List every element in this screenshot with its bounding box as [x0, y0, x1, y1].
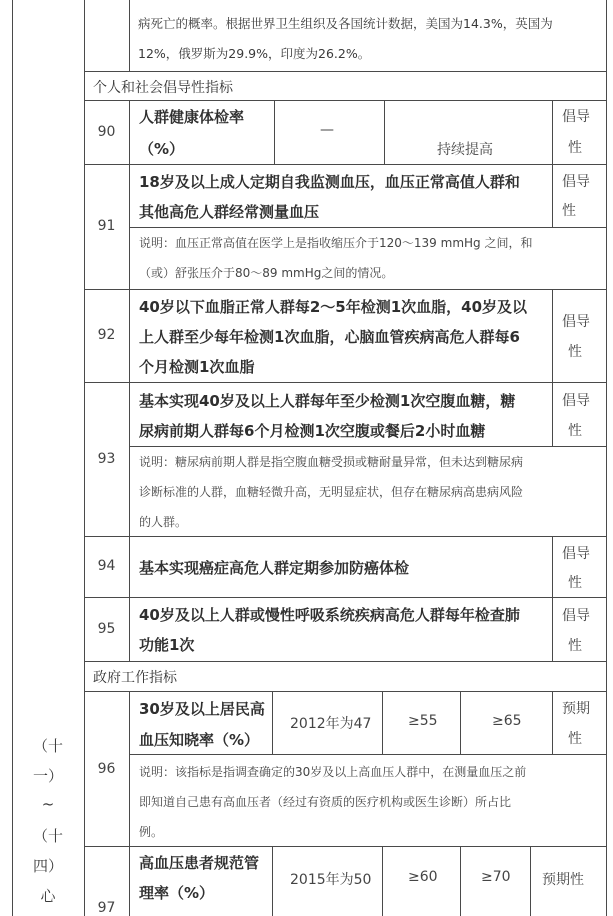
baseline-value: 2012年为47 [290, 716, 372, 732]
section-header-government: 政府工作指标 [93, 670, 177, 686]
num-column-border [129, 0, 130, 71]
target-2022-value: ≥60 [408, 869, 438, 885]
cell-border [382, 846, 383, 916]
table-border-right [606, 0, 607, 916]
row-border [84, 382, 606, 383]
indicator-type: 倡导 [562, 314, 590, 330]
row-border [84, 597, 606, 598]
cell-border [460, 691, 461, 754]
indicator-title: 尿病前期人群每6个月检测1次空腹或餐后2小时血糖 [139, 422, 486, 440]
note-continuation: 12%，俄罗斯为29.9%，印度为26.2%。 [138, 46, 371, 61]
target-value: 持续提高 [437, 142, 493, 158]
side-category-label: （十 [32, 737, 63, 755]
indicator-note: 即知道自己患有高血压者（经过有资质的医疗机构或医生诊断）所占比 [139, 795, 512, 809]
cell-border [552, 536, 553, 597]
indicator-note: 诊断标准的人群，血糖轻微升高，无明显症状，但存在糖尿病高患病风险 [139, 485, 524, 499]
note-continuation: 病死亡的概率。根据世界卫生组织及各国统计数据，美国为14.3%，英国为 [138, 16, 553, 31]
indicator-title: 高血压患者规范管 [139, 854, 260, 872]
side-category-label: 一） [32, 767, 63, 785]
indicator-title: 基本实现癌症高危人群定期参加防癌体检 [139, 559, 410, 577]
side-category-label: ~ [41, 795, 55, 813]
indicator-type: 预期 [562, 701, 590, 717]
indicator-title: 40岁及以上人群或慢性呼吸系统疾病高危人群每年检查肺 [139, 606, 520, 624]
side-category-label: （十 [32, 827, 63, 845]
cell-border [384, 100, 385, 164]
cell-border [460, 846, 461, 916]
section-header-personal: 个人和社会倡导性指标 [93, 80, 233, 96]
row-number: 96 [97, 761, 116, 777]
cell-border [274, 100, 275, 164]
row-number: 94 [97, 558, 116, 574]
indicator-type: 性 [568, 423, 582, 439]
target-2030-value: ≥70 [481, 869, 511, 885]
indicator-type: 性 [568, 140, 582, 156]
row-border [84, 661, 606, 662]
row-border [84, 691, 606, 692]
row-border [84, 846, 606, 847]
row-border [84, 100, 606, 101]
indicator-note: 例。 [139, 825, 164, 839]
num-column-border [129, 691, 130, 916]
cell-border [382, 691, 383, 754]
indicator-type: 倡导 [562, 109, 590, 125]
baseline-value: 2015年为50 [290, 872, 372, 888]
indicator-type: 预期性 [542, 872, 584, 888]
cell-border [530, 846, 531, 916]
indicator-note: 的人群。 [139, 515, 188, 529]
side-category-label: 四） [32, 857, 63, 875]
cell-border [272, 691, 273, 754]
cell-border [552, 382, 553, 446]
indicator-title: 40岁以下血脂正常人群每2～5年检测1次血脂，40岁及以 [139, 298, 528, 316]
indicator-type: 性 [568, 344, 582, 360]
row-border [129, 754, 606, 755]
indicator-type: 性 [562, 203, 576, 219]
row-number: 97 [97, 900, 116, 916]
row-number: 90 [97, 124, 116, 140]
side-category-label: 心 [40, 887, 56, 905]
row-number: 92 [97, 327, 116, 343]
indicator-title: 其他高危人群经常测量血压 [139, 203, 320, 221]
cell-border [552, 597, 553, 661]
row-border [84, 536, 606, 537]
indicator-title: 血压知晓率（%） [139, 731, 260, 749]
indicator-title: 基本实现40岁及以上人群每年至少检测1次空腹血糖，糖 [139, 392, 516, 410]
indicator-note: （或）舒张压介于80～89 mmHg之间的情况。 [139, 266, 394, 280]
target-2030-value: ≥65 [492, 713, 522, 729]
indicator-title: 理率（%） [139, 884, 215, 902]
num-column-border [129, 100, 130, 661]
indicator-title: 人群健康体检率 [139, 108, 245, 126]
indicator-note: 说明：血压正常高值在医学上是指收缩压介于120～139 mmHg 之间，和 [139, 236, 533, 250]
row-border [129, 227, 606, 228]
cell-border [552, 289, 553, 382]
cell-border [272, 846, 273, 916]
indicator-title: 上人群至少每年检测1次血脂，心脑血管疾病高危人群每6 [139, 328, 520, 346]
cell-border [552, 100, 553, 164]
indicator-type: 倡导 [562, 546, 590, 562]
indicator-type: 倡导 [562, 393, 590, 409]
indicator-type: 倡导 [562, 608, 590, 624]
indicator-type: 性 [568, 638, 582, 654]
indicator-type: 倡导 [562, 174, 590, 190]
row-border [129, 446, 606, 447]
baseline-value: — [320, 122, 334, 138]
indicator-type: 性 [568, 575, 582, 591]
row-number: 95 [97, 621, 116, 637]
indicator-type: 性 [568, 731, 582, 747]
indicator-note: 说明：糖尿病前期人群是指空腹血糖受损或糖耐量异常，但未达到糖尿病 [139, 455, 524, 469]
cell-border [552, 691, 553, 754]
table-border-left [12, 0, 13, 916]
indicator-title: 30岁及以上居民高 [139, 700, 265, 718]
row-border [84, 164, 606, 165]
row-number: 93 [97, 451, 116, 467]
target-2022-value: ≥55 [408, 713, 438, 729]
indicator-title: 18岁及以上成人定期自我监测血压，血压正常高值人群和 [139, 173, 520, 191]
indicator-title: 个月检测1次血脂 [139, 358, 255, 376]
row-border [84, 71, 606, 72]
indicator-title: （%） [139, 140, 185, 158]
indicator-title: 功能1次 [139, 636, 195, 654]
row-number: 91 [97, 218, 116, 234]
row-border [84, 289, 606, 290]
cell-border [552, 164, 553, 227]
indicator-note: 说明：该指标是指调查确定的30岁及以上高血压人群中，在测量血压之前 [139, 765, 527, 779]
